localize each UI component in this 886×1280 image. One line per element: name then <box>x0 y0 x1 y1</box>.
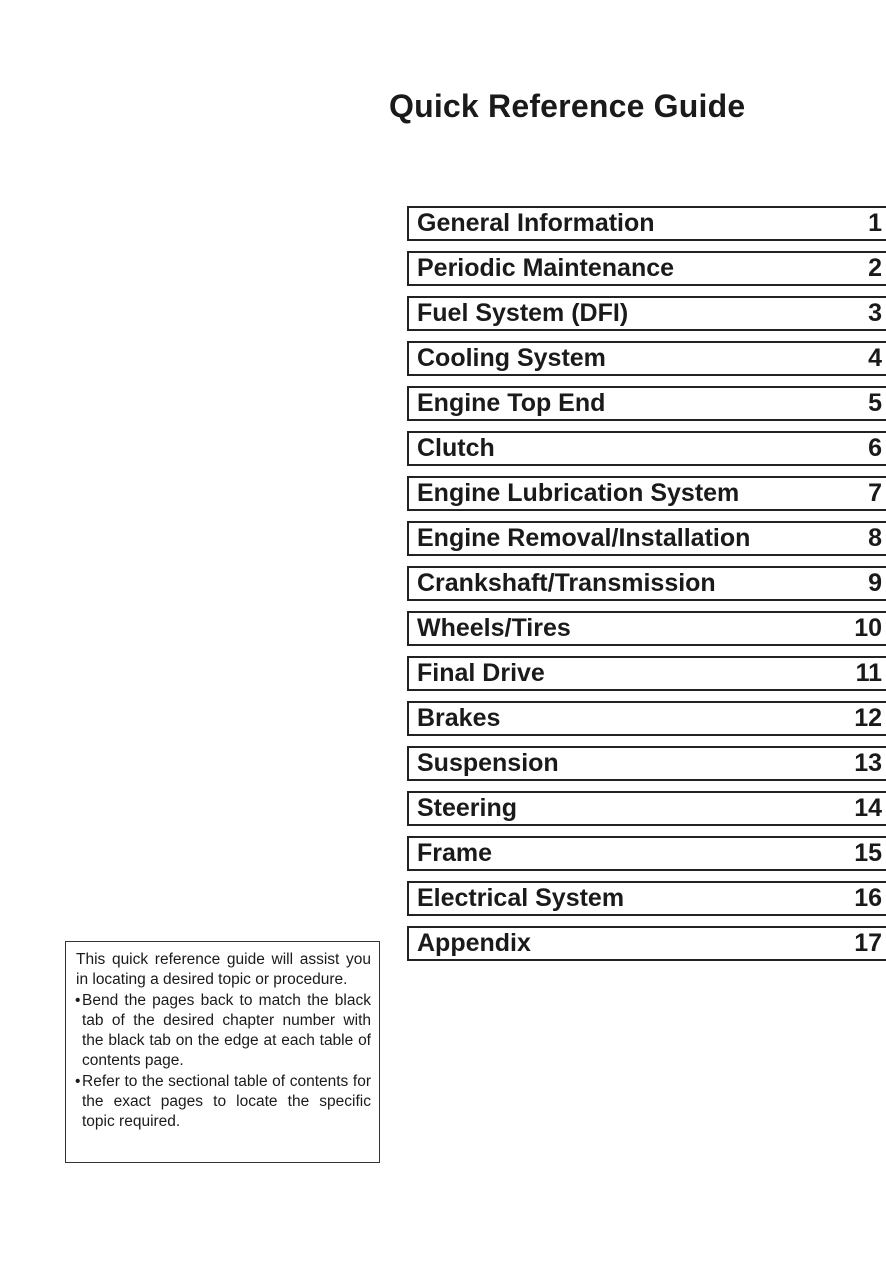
page-title: Quick Reference Guide <box>389 88 746 124</box>
chapter-tab-appendix[interactable] <box>407 926 886 961</box>
chapter-number: 8 <box>868 524 882 552</box>
chapter-list <box>407 206 886 971</box>
chapter-number: 5 <box>868 389 882 417</box>
chapter-label: Final Drive <box>417 659 545 687</box>
chapter-number: 7 <box>868 479 882 507</box>
chapter-number: 12 <box>854 704 882 732</box>
chapter-tab-general-information[interactable] <box>407 206 886 241</box>
chapter-number: 13 <box>854 749 882 777</box>
chapter-label: Brakes <box>417 704 501 732</box>
chapter-label: Engine Lubrication System <box>417 479 740 507</box>
usage-note-bullet: • Bend the pages back to match the black tab of the desired chapter number with the black tab on the edge at each table of contents page. <box>76 991 371 1072</box>
chapter-tab-engine-top-end[interactable] <box>407 386 886 421</box>
chapter-label: Engine Top End <box>417 389 606 417</box>
chapter-tab-electrical-system[interactable] <box>407 881 886 916</box>
chapter-tab-suspension[interactable] <box>407 746 886 781</box>
chapter-tab-engine-lubrication-system[interactable] <box>407 476 886 511</box>
chapter-label: Fuel System (DFI) <box>417 299 629 327</box>
chapter-number: 9 <box>868 569 882 597</box>
chapter-tab-engine-removal-installation[interactable] <box>407 521 886 556</box>
usage-note-box <box>65 941 380 1163</box>
chapter-tab-cooling-system[interactable] <box>407 341 886 376</box>
chapter-label: Engine Removal/Installation <box>417 524 751 552</box>
chapter-label: Cooling System <box>417 344 606 372</box>
chapter-tab-fuel-system[interactable] <box>407 296 886 331</box>
chapter-tab-steering[interactable] <box>407 791 886 826</box>
chapter-number: 16 <box>854 884 882 912</box>
usage-note-bullet: • Refer to the sectional table of contents for the exact pages to locate the specific topic required. <box>76 1072 371 1133</box>
chapter-number: 1 <box>868 209 882 237</box>
chapter-label: Wheels/Tires <box>417 614 571 642</box>
chapter-number: 11 <box>855 659 882 687</box>
chapter-tab-frame[interactable] <box>407 836 886 871</box>
usage-note-intro: This quick reference guide will assist you in locating a desired topic or procedure. <box>76 951 371 989</box>
chapter-label: Steering <box>417 794 518 822</box>
chapter-number: 3 <box>868 299 882 327</box>
chapter-tab-final-drive[interactable] <box>407 656 886 691</box>
chapter-number: 4 <box>868 344 882 372</box>
chapter-label: Periodic Maintenance <box>417 254 675 282</box>
chapter-number: 14 <box>854 794 882 822</box>
chapter-tab-brakes[interactable] <box>407 701 886 736</box>
chapter-tab-crankshaft-transmission[interactable] <box>407 566 886 601</box>
chapter-label: Electrical System <box>417 884 625 912</box>
usage-note-bullets <box>76 991 371 1133</box>
chapter-label: Frame <box>417 839 493 867</box>
chapter-label: General Information <box>417 209 655 237</box>
chapter-tab-wheels-tires[interactable] <box>407 611 886 646</box>
chapter-number: 17 <box>854 929 882 957</box>
chapter-label: Clutch <box>417 434 495 462</box>
chapter-number: 10 <box>854 614 882 642</box>
chapter-number: 15 <box>854 839 882 867</box>
chapter-label: Appendix <box>417 929 531 957</box>
chapter-label: Suspension <box>417 749 559 777</box>
chapter-number: 6 <box>868 434 882 462</box>
chapter-label: Crankshaft/Transmission <box>417 569 716 597</box>
chapter-tab-clutch[interactable] <box>407 431 886 466</box>
chapter-number: 2 <box>868 254 882 282</box>
chapter-tab-periodic-maintenance[interactable] <box>407 251 886 286</box>
